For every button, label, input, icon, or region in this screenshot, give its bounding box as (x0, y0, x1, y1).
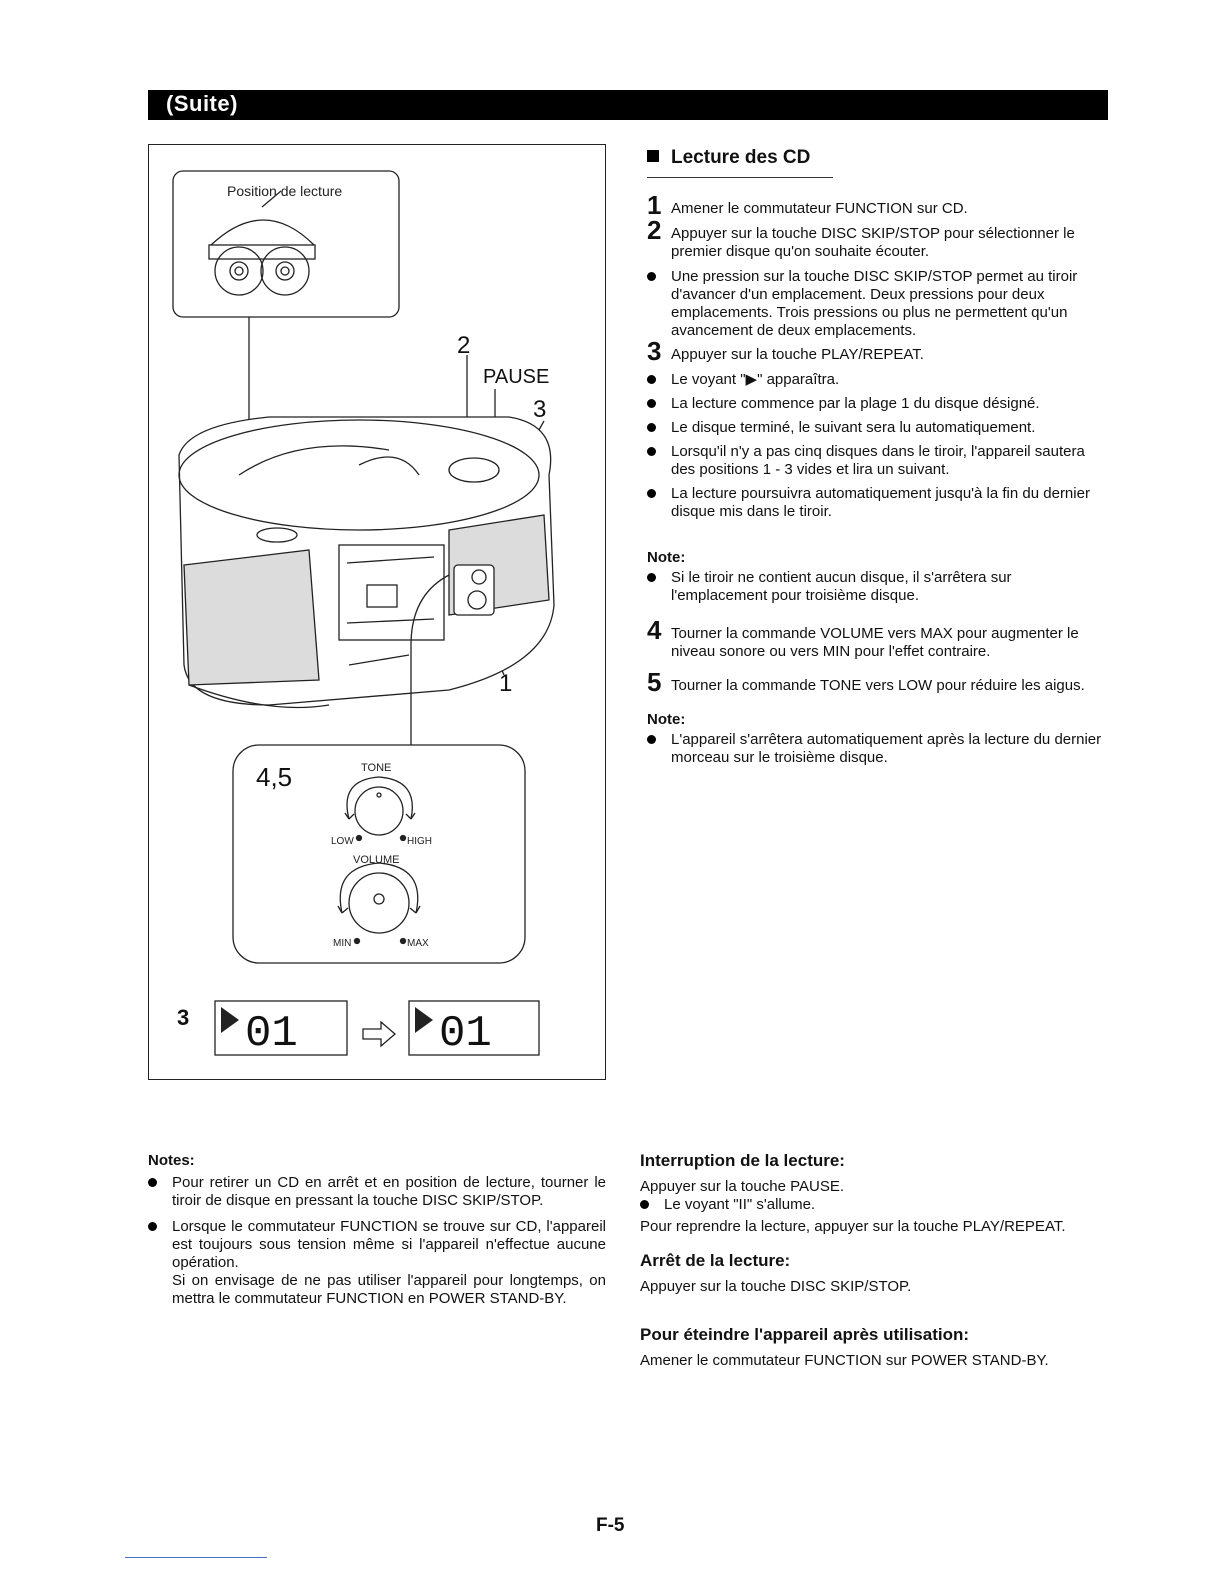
cd-player-body (179, 417, 554, 708)
callout-label: Position de lecture (227, 183, 343, 199)
playback-control-section (640, 1152, 1106, 1370)
note-heading: Note: (647, 711, 686, 728)
figure-label-2: 2 (457, 332, 471, 359)
interruption-line: Appuyer sur la touche PAUSE. (640, 1178, 844, 1195)
list-item: La lecture poursuivra automatiquement jusqu'à la fin du dernier disque mis dans le tiroir. (647, 485, 1109, 521)
panel-label: 4,5 (256, 762, 293, 792)
play-indicator-icon (415, 1007, 433, 1033)
list-item: Lorsque le commutateur FUNCTION se trouve sur CD, l'appareil est toujours sous tension même si l'appareil n'effectue aucune opération. (148, 1218, 606, 1272)
note-item: Si le tiroir ne contient aucun disque, il s'arrêtera sur l'emplacement pour troisième disque. (647, 569, 1109, 605)
poweroff-heading: Pour éteindre l'appareil après utilisation: (640, 1325, 970, 1344)
volume-label: VOLUME (353, 854, 400, 866)
square-bullet-icon (647, 150, 659, 162)
tone-label: TONE (361, 762, 392, 774)
figure-label-1: 1 (499, 670, 513, 697)
cd-player-illustration (149, 145, 607, 1081)
max-label: MAX (407, 938, 429, 949)
figure-label-3: 3 (533, 396, 547, 423)
stop-heading: Arrêt de la lecture: (640, 1251, 791, 1270)
list-item: Le disque terminé, le suivant sera lu automatiquement. (647, 419, 1109, 437)
step-2: 2 Appuyer sur la touche DISC SKIP/STOP pour sélectionner le premier disque qu'on souhaite écouter. (647, 215, 1075, 260)
list-item: La lecture commence par la plage 1 du disque désigné. (647, 395, 1109, 413)
play-indicator-blinking-icon (221, 1007, 239, 1033)
list-item: Le voyant "▶" apparaîtra. (647, 371, 1109, 389)
interruption-resume: Pour reprendre la lecture, appuyer sur la touche PLAY/REPEAT. (640, 1218, 1066, 1235)
high-label: HIGH (407, 836, 432, 847)
poweroff-line: Amener le commutateur FUNCTION sur POWER STAND-BY. (640, 1352, 1049, 1369)
note-heading: Note: (647, 549, 686, 566)
step-3: 3 Appuyer sur la touche PLAY/REPEAT. (647, 336, 924, 366)
footer-rule (125, 1557, 267, 1558)
list-item: Lorsqu'il n'y a pas cinq disques dans le tiroir, l'appareil sautera des positions 1 - 3 vides et lira un suivant. (647, 443, 1109, 479)
step-1: 1 Amener le commutateur FUNCTION sur CD. (647, 190, 968, 220)
list-item-continuation: Si on envisage de ne pas utiliser l'appareil pour longtemps, on mettra le commutateur FUNCTION en POWER STAND-BY. (172, 1272, 606, 1307)
step-4: 4 Tourner la commande VOLUME vers MAX pour augmenter le niveau sonore ou vers MIN pour l'effet contraire. (647, 615, 1079, 660)
disc-tray-icon (209, 191, 315, 295)
instructions (647, 190, 1109, 773)
list-item: Le voyant "II" s'allume. (640, 1196, 1106, 1214)
notes-section (148, 1152, 606, 1308)
display-step-label: 3 (177, 1005, 190, 1030)
list-item: Une pression sur la touche DISC SKIP/STOP permet au tiroir d'avancer d'un emplacement. Deux pressions pour deux emplacements. Trois pressions ou plus ne permettent qu'un avancement de deux emplacements. (647, 268, 1109, 340)
figure-label-pause: PAUSE (483, 366, 550, 388)
interruption-heading: Interruption de la lecture: (640, 1151, 845, 1170)
step-5: 5 Tourner la commande TONE vers LOW pour réduire les aigus. (647, 667, 1085, 697)
section-title: Lecture des CD (647, 147, 810, 169)
banner-title: (Suite) (166, 91, 238, 116)
title-underline (647, 177, 833, 178)
page-number: F-5 (596, 1515, 625, 1536)
display-after-digits: 01 (439, 1009, 492, 1059)
note-item: L'appareil s'arrêtera automatiquement après la lecture du dernier morceau sur le troisième disque. (647, 731, 1109, 767)
display-before-digits: 01 (245, 1009, 298, 1059)
list-item: Pour retirer un CD en arrêt et en position de lecture, tourner le tiroir de disque en pressant la touche DISC SKIP/STOP. (148, 1174, 606, 1210)
stop-line: Appuyer sur la touche DISC SKIP/STOP. (640, 1278, 912, 1295)
min-label: MIN (333, 938, 352, 949)
header-banner (148, 90, 1108, 120)
illustration-frame (148, 144, 606, 1080)
notes-heading: Notes: (148, 1152, 195, 1169)
low-label: LOW (331, 836, 354, 847)
arrow-right-icon (363, 1022, 395, 1046)
